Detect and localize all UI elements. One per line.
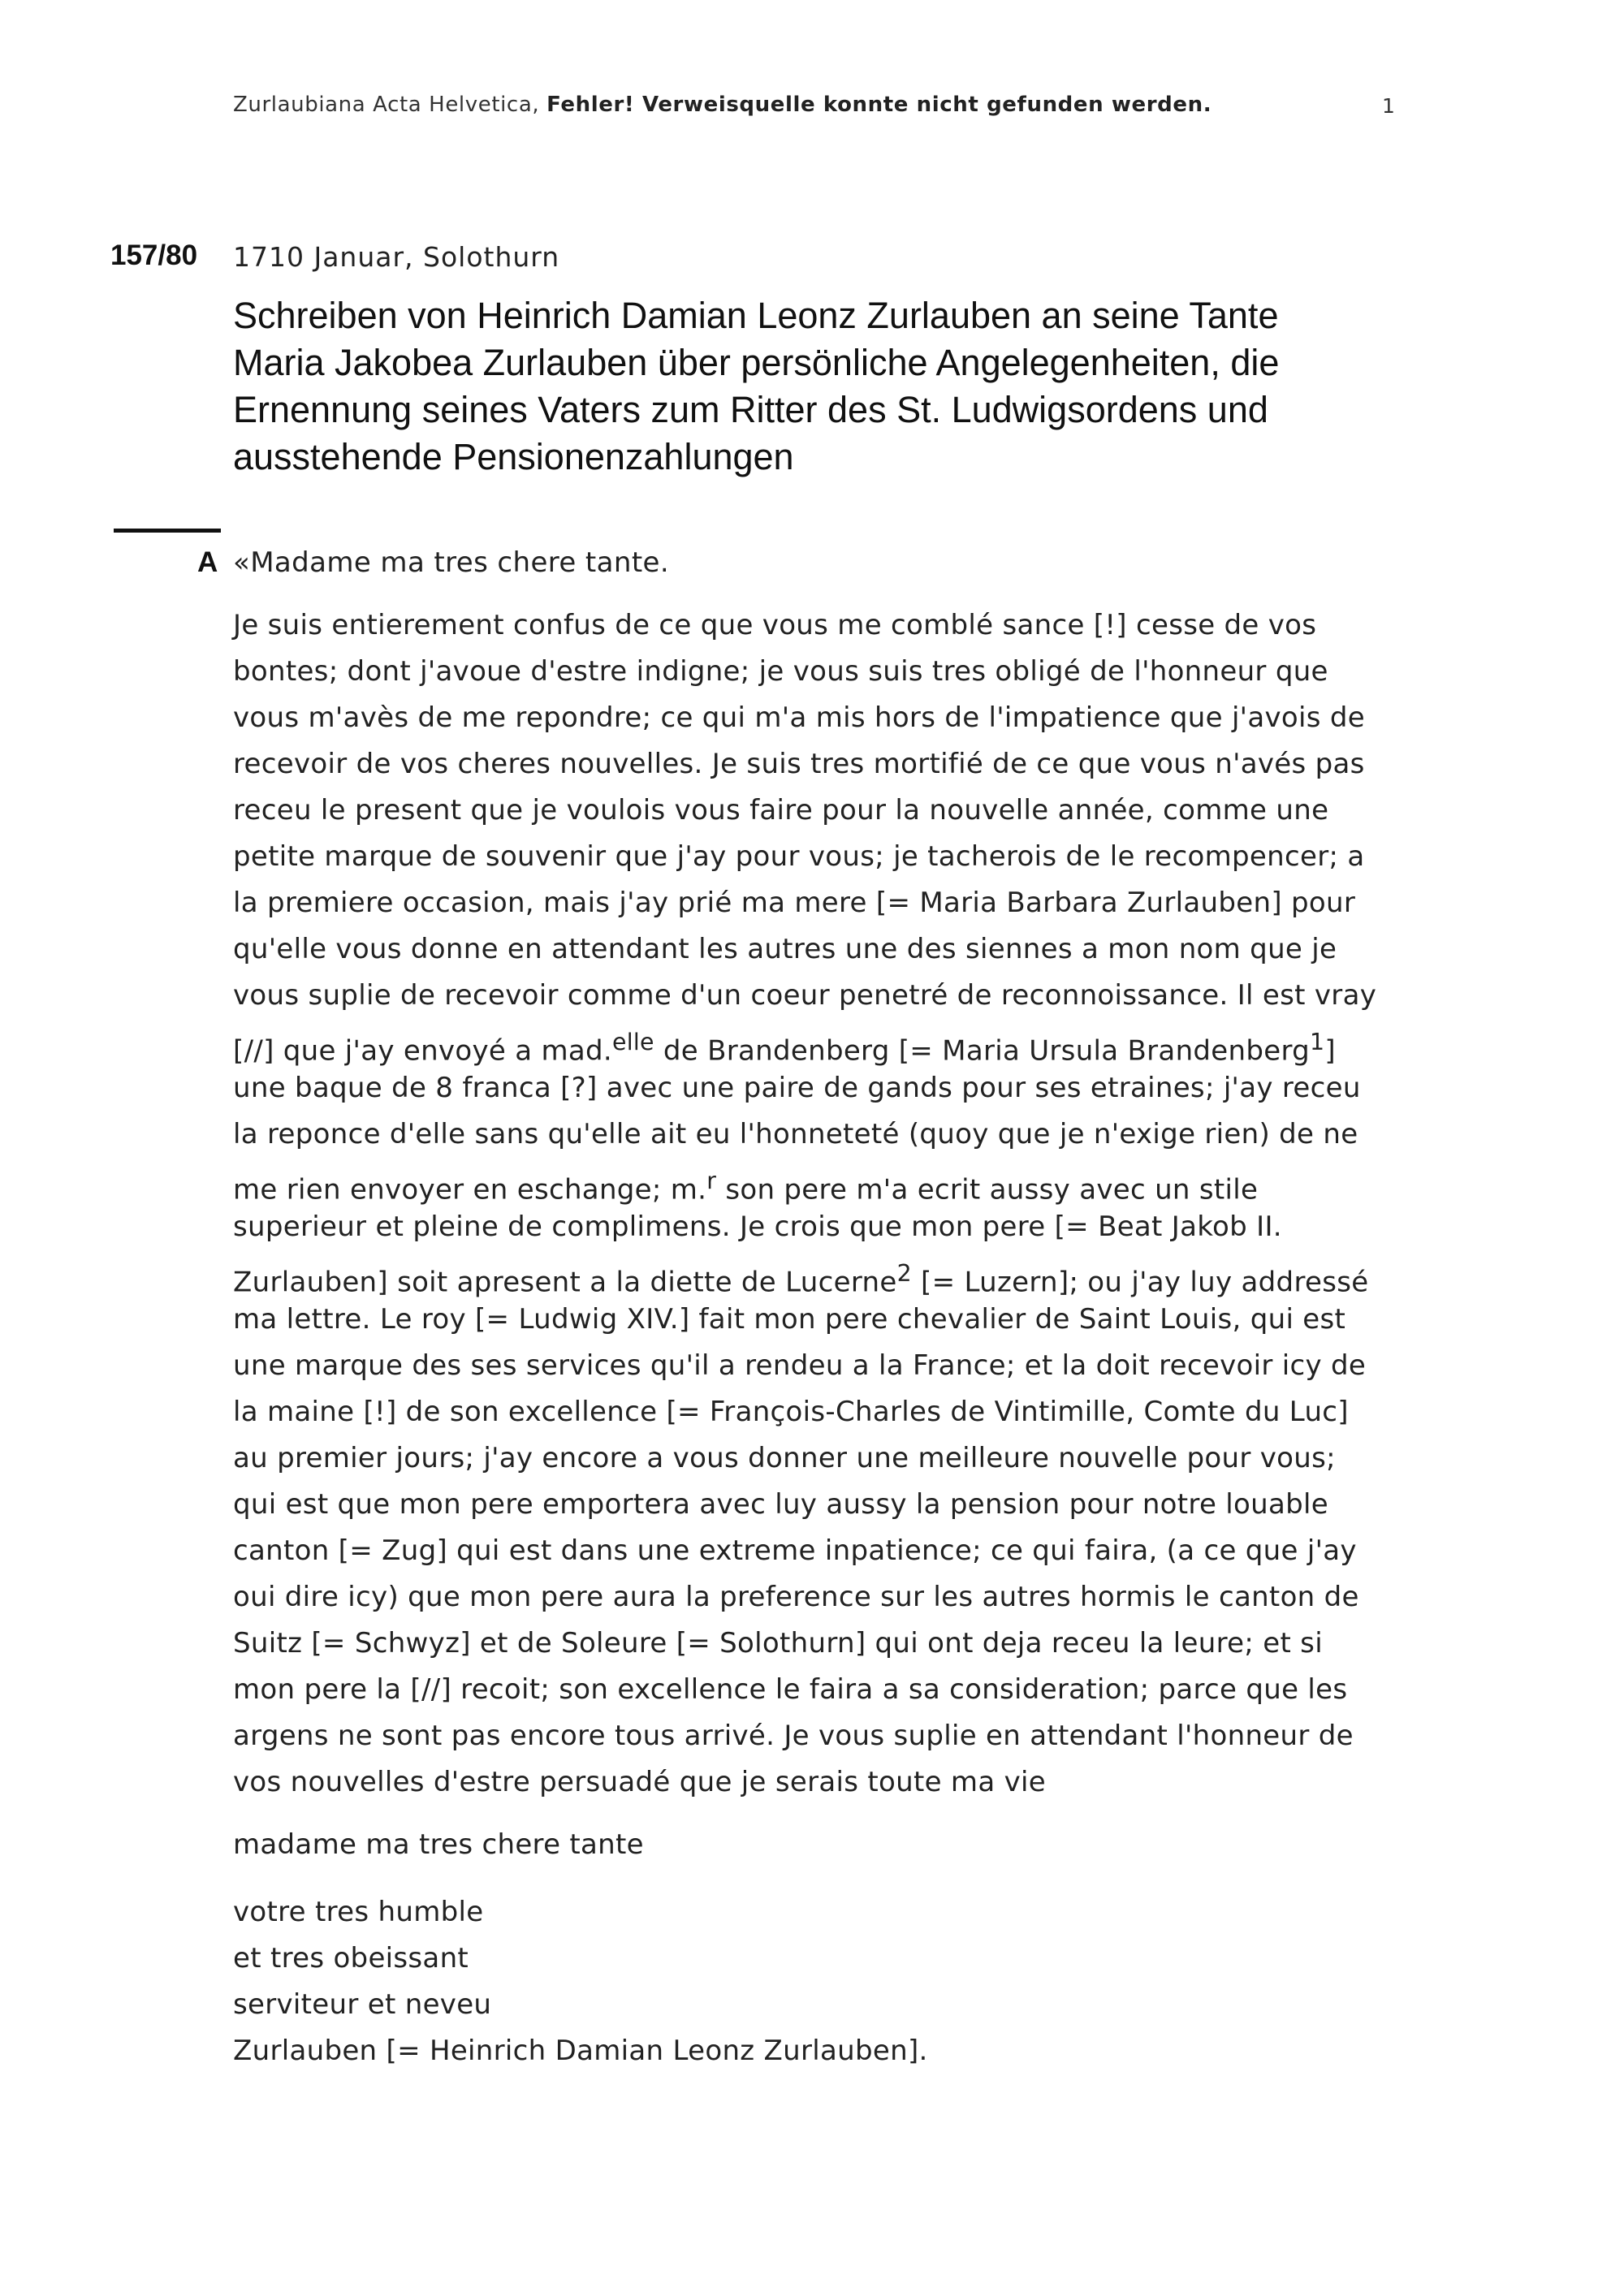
signature-line: votre tres humble <box>233 1896 484 1928</box>
body-line: recevoir de vos cheres nouvelles. Je suis tres mortifié de ce que vous n'avés pas <box>233 748 1365 780</box>
superscript: elle <box>611 1029 654 1055</box>
page-number: 1 <box>1382 94 1395 118</box>
body-line: Je suis entierement confus de ce que vous me comblé sance [!] cesse de vos <box>233 609 1317 641</box>
body-line: au premier jours; j'ay encore a vous donner une meilleure nouvelle pour vous; <box>233 1442 1336 1474</box>
title-line: Maria Jakobea Zurlauben über persönliche Angelegenheiten, die <box>233 342 1280 383</box>
document-number: 157/80 <box>110 240 198 271</box>
body-line: vos nouvelles d'estre persuadé que je serais toute ma vie <box>233 1766 1046 1798</box>
body-line: me rien envoyer en eschange; m.$^r$ son pere m'a ecrit aussy avec un stile <box>233 1167 1259 1206</box>
document-title <box>233 292 1370 481</box>
signature-line: serviteur et neveu <box>233 1988 492 2021</box>
body-line: vous m'avès de me repondre; ce qui m'a mis hors de l'impatience que j'avois de <box>233 701 1365 734</box>
signature-line: et tres obeissant <box>233 1942 469 1974</box>
body-line: petite marque de souvenir que j'ay pour vous; je tacherois de le recompencer; a <box>233 840 1365 873</box>
body-line: oui dire icy) que mon pere aura la preference sur les autres hormis le canton de <box>233 1581 1359 1613</box>
body-line: vous suplie de recevoir comme d'un coeur penetré de reconnoissance. Il est vray <box>233 979 1377 1012</box>
superscript: r <box>706 1167 717 1194</box>
document-date-place: 1710 Januar, Solothurn <box>233 241 560 273</box>
body-line: une marque des ses services qu'il a rendeu a la France; et la doit recevoir icy de <box>233 1349 1367 1382</box>
signature-block <box>233 1889 928 2074</box>
letter-body <box>233 602 1402 1806</box>
body-line: Zurlauben] soit apresent a la diette de Lucerne$^2$ [= Luzern]; ou j'ay luy addressé <box>233 1260 1369 1299</box>
body-line: qui est que mon pere emportera avec luy aussy la pension pour notre louable <box>233 1488 1328 1521</box>
body-line: mon pere la [//] recoit; son excellence le faira a sa consideration; parce que les <box>233 1673 1348 1706</box>
signature-line: Zurlauben [= Heinrich Damian Leonz Zurlauben]. <box>233 2035 928 2067</box>
reference-error-text: Fehler! Verweisquelle konnte nicht gefunden werden. <box>546 93 1212 117</box>
section-divider <box>114 529 221 533</box>
body-line: la reponce d'elle sans qu'elle ait eu l'honneteté (quoy que je n'exige rien) de ne <box>233 1118 1358 1150</box>
title-line: ausstehende Pensionenzahlungen <box>233 436 794 477</box>
series-title: Zurlaubiana Acta Helvetica, <box>233 93 547 117</box>
body-line: Suitz [= Schwyz] et de Soleure [= Solothurn] qui ont deja receu la leure; et si <box>233 1627 1323 1659</box>
title-line: Schreiben von Heinrich Damian Leonz Zurlauben an seine Tante <box>233 295 1279 336</box>
body-line: canton [= Zug] qui est dans une extreme inpatience; ce qui faira, (a ce que j'ay <box>233 1534 1357 1567</box>
running-header <box>233 93 1402 117</box>
letter-closing: madame ma tres chere tante <box>233 1828 644 1861</box>
body-line: la premiere occasion, mais j'ay prié ma mere [= Maria Barbara Zurlauben] pour <box>233 887 1356 919</box>
body-line: superieur et pleine de complimens. Je crois que mon pere [= Beat Jakob II. <box>233 1211 1282 1243</box>
body-line: bontes; dont j'avoue d'estre indigne; je vous suis tres obligé de l'honneur que <box>233 655 1328 688</box>
body-line: argens ne sont pas encore tous arrivé. Je vous suplie en attendant l'honneur de <box>233 1720 1354 1752</box>
footnote-marker: 1 <box>1310 1029 1325 1055</box>
body-line: ma lettre. Le roy [= Ludwig XIV.] fait mon pere chevalier de Saint Louis, qui est <box>233 1303 1346 1336</box>
footnote-marker: 2 <box>896 1260 912 1287</box>
body-line: qu'elle vous donne en attendant les autres une des siennes a mon nom que je <box>233 933 1337 965</box>
body-line: receu le present que je voulois vous faire pour la nouvelle année, comme une <box>233 794 1329 826</box>
title-line: Ernennung seines Vaters zum Ritter des St. Ludwigsordens und <box>233 389 1268 430</box>
letter-salutation: «Madame ma tres chere tante. <box>233 546 670 579</box>
body-line: [//] que j'ay envoyé a mad.$^{elle}$ de Brandenberg [= Maria Ursula Brandenberg$^1$] <box>233 1029 1336 1068</box>
body-line: la maine [!] de son excellence [= François-Charles de Vintimille, Comte du Luc] <box>233 1396 1349 1428</box>
body-line: une baque de 8 franca [?] avec une paire de gands pour ses etraines; j'ay receu <box>233 1072 1361 1104</box>
section-letter: A <box>197 546 218 578</box>
